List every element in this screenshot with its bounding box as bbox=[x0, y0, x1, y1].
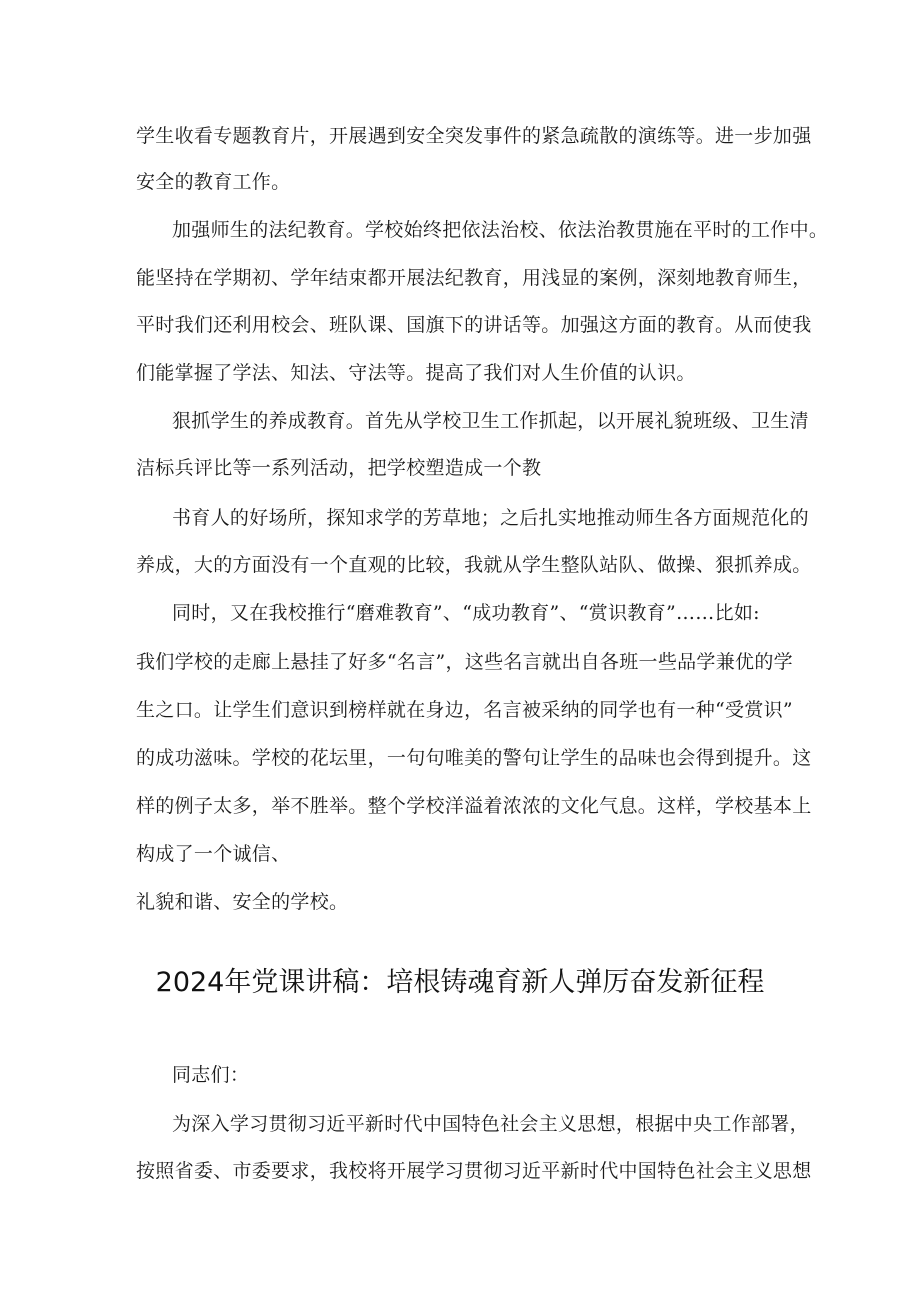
paragraph-5-line-1: 同时，又在我校推行“磨难教育”、“成功教育”、“赏识教育”……比如: bbox=[172, 602, 760, 624]
paragraph-2-line-2: 能坚持在学期初、学年结束都开展法纪教育，用浅显的案例，深刻地教育师生， bbox=[136, 267, 812, 289]
closing-paragraph-line-1: 为深入学习贯彻习近平新时代中国特色社会主义思想，根据中央工作部署， bbox=[172, 1113, 809, 1135]
paragraph-2-line-1: 加强师生的法纪教育。学校始终把依法治校、依法治教贯施在平时的工作中。 bbox=[172, 219, 829, 241]
paragraph-5-line-5: 样的例子太多，举不胜举。整个学校洋溢着浓浓的文化气息。这样，学校基本上 bbox=[136, 795, 812, 817]
paragraph-2-line-3: 平时我们还利用校会、班队课、国旗下的讲话等。加强这方面的教育。从而使我 bbox=[136, 314, 812, 336]
paragraph-5-line-3: 生之口。让学生们意识到榜样就在身边，名言被采纳的同学也有一种“受赏识” bbox=[136, 699, 793, 721]
paragraph-4-line-1: 书育人的好场所，探知求学的芳草地；之后扎实地推动师生各方面规范化的 bbox=[172, 507, 809, 529]
closing-paragraph-line-2: 按照省委、市委要求，我校将开展学习贯彻习近平新时代中国特色社会主义思想 bbox=[136, 1160, 812, 1182]
paragraph-3-line-2: 洁标兵评比等一系列活动，把学校塑造成一个教 bbox=[136, 457, 542, 479]
paragraph-5-line-6: 构成了一个诚信、 bbox=[136, 843, 291, 865]
paragraph-5-line-7: 礼貌和谐、安全的学校。 bbox=[136, 891, 349, 913]
paragraph-4-line-2: 养成，大的方面没有一个直观的比较，我就从学生整队站队、做操、狠抓养成。 bbox=[136, 554, 812, 576]
paragraph-5-line-2: 我们学校的走廊上悬挂了好多“名言”，这些名言就出自各班一些品学兼优的学 bbox=[136, 651, 793, 673]
paragraph-2-line-4: 们能掌握了学法、知法、守法等。提高了我们对人生价值的认识。 bbox=[136, 362, 696, 384]
paragraph-5-line-4: 的成功滋味。学校的花坛里，一句句唯美的警句让学生的品味也会得到提升。这 bbox=[136, 747, 812, 769]
paragraph-3-line-1: 狠抓学生的养成教育。首先从学校卫生工作抓起，以开展礼貌班级、卫生清 bbox=[172, 410, 809, 432]
salutation: 同志们： bbox=[172, 1064, 250, 1086]
paragraph-1-line-1: 学生收看专题教育片，开展遇到安全突发事件的紧急疏散的演练等。进一步加强 bbox=[136, 125, 812, 147]
speech-title: 2024年党课讲稿：培根铸魂育新人弹厉奋发新征程 bbox=[155, 967, 765, 998]
paragraph-1-line-2: 安全的教育工作。 bbox=[136, 171, 291, 193]
